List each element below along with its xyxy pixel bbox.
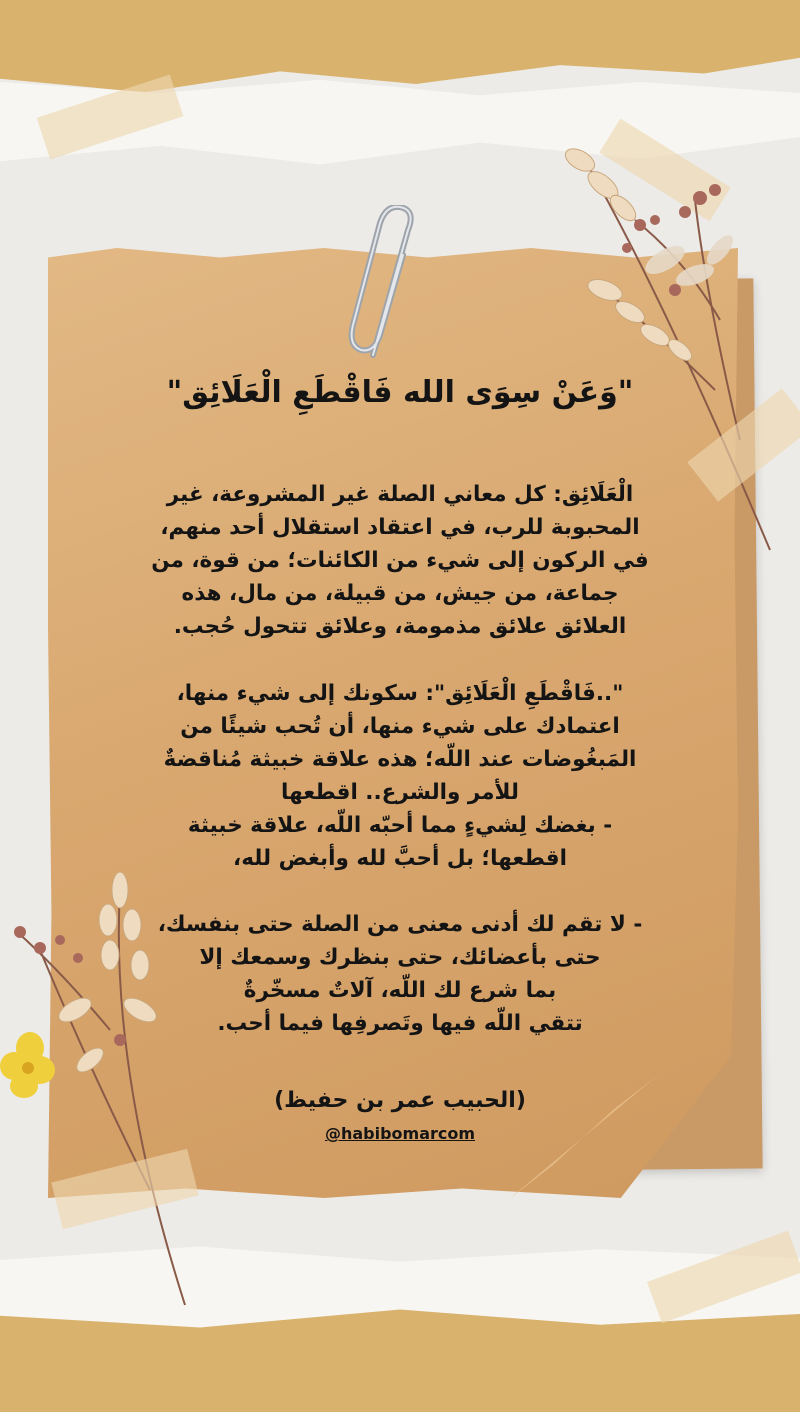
text-line: "..فَاقْطَعِ الْعَلَائِق": سكونك إلى شيء منها، [176, 681, 624, 706]
text-line: المَبغُوضات عند اللّه؛ هذه علاقة خبيثة مُناقضةٌ [163, 747, 637, 772]
text-line: - لا تقم لك أدنى معنى من الصلة حتى بنفسك، [157, 912, 643, 937]
social-handle[interactable]: @habibomarcom [324, 1124, 476, 1143]
text-line: الْعَلَائِق: كل معاني الصلة غير المشروعة، غير [166, 482, 634, 507]
text-line: حتى بأعضائك، حتى بنظرك وسمعك إلا [199, 945, 601, 970]
paragraph-definition [100, 478, 700, 643]
text-line: اعتمادك على شيء منها، أن تُحب شيئًا من [180, 714, 620, 739]
paragraph-self [100, 908, 700, 1040]
text-line: تتقي اللّه فيها وتَصرفِها فيما أحب. [217, 1011, 583, 1036]
text-line: - بغضك لِشيءٍ مما أحبّه اللّه، علاقة خبيثة [187, 813, 613, 838]
text-line: العلائق علائق مذمومة، وعلائق تتحول حُجب. [173, 614, 627, 639]
author-attribution: (الحبيب عمر بن حفيظ) [274, 1088, 526, 1113]
quote-title: "وَعَنْ سِوَى الله فَاقْطَعِ الْعَلَائِق" [166, 375, 634, 410]
note-content [100, 360, 700, 1143]
text-line: اقطعها؛ بل أحبَّ لله وأبغض لله، [233, 846, 567, 871]
yellow-flower-icon [0, 1030, 60, 1100]
text-line: للأمر والشرع.. اقطعها [281, 780, 519, 805]
text-line: بما شرع لك اللّه، آلاتٌ مسخّرةٌ [243, 978, 557, 1003]
text-line: جماعة، من جيش، من قبيلة، من مال، هذه [181, 581, 619, 606]
paperclip-icon [328, 205, 438, 375]
text-line: المحبوبة للرب، في اعتقاد استقلال أحد منهم، [160, 515, 640, 540]
text-line: في الركون إلى شيء من الكائنات؛ من قوة، من [151, 548, 649, 573]
paragraph-cut-ties [100, 677, 700, 875]
